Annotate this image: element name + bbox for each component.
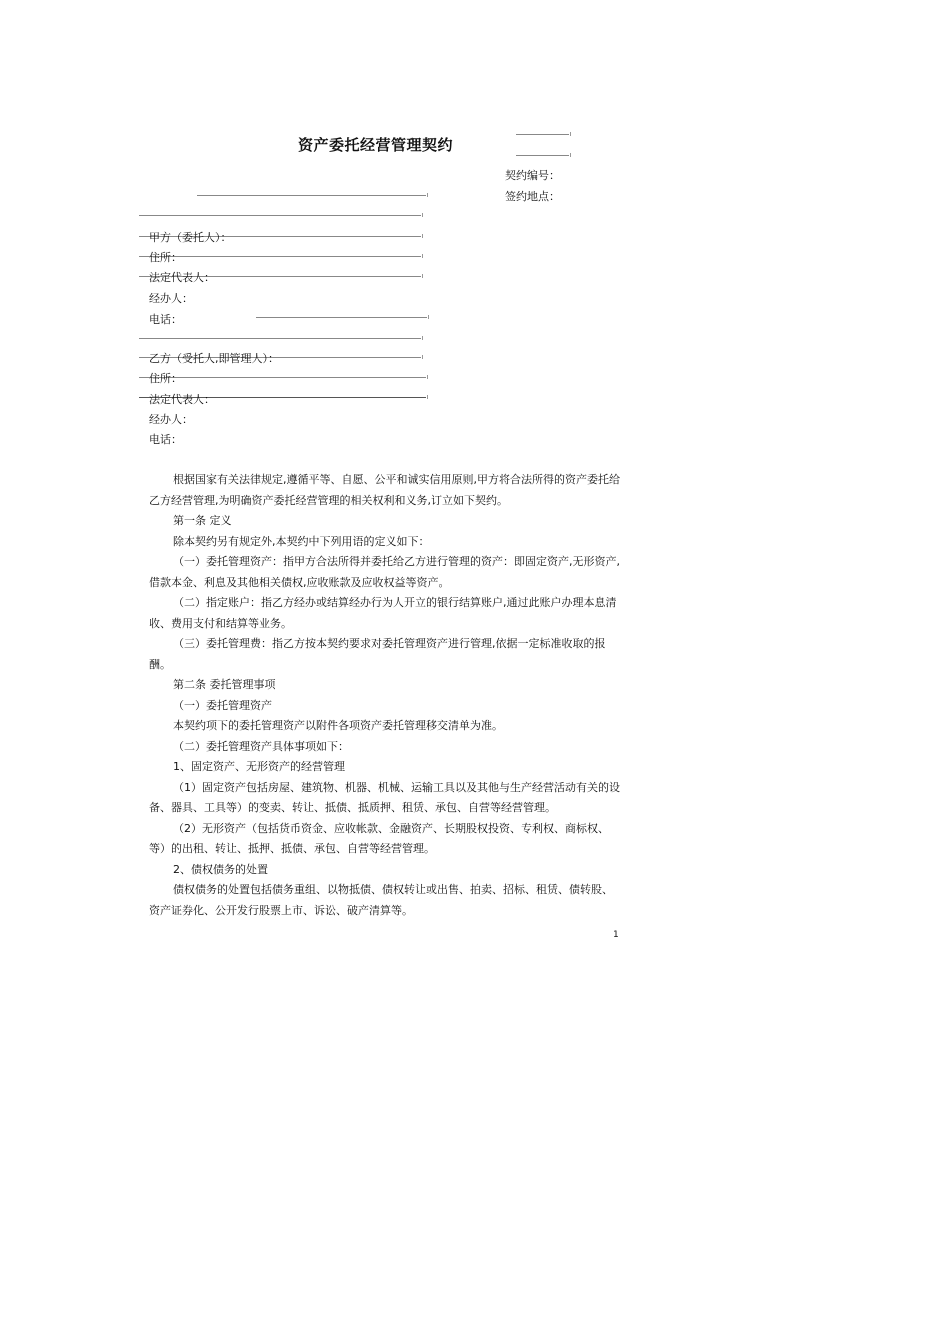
body-paragraph: 除本契约另有规定外,本契约中下列用语的定义如下： xyxy=(173,534,430,548)
party-a-agent: 经办人： xyxy=(149,292,193,305)
body-paragraph: （2）无形资产（包括货币资金、应收帐款、金融资产、长期股权投资、专利权、商标权、等）的出租、转让、抵押、抵债、承包、自营等经营管理。 xyxy=(149,821,609,855)
party-b-address: 住所： xyxy=(149,372,182,385)
blank-line-2 xyxy=(139,215,421,216)
body-paragraph: 本契约项下的委托管理资产以附件各项资产委托管理移交清单为准。 xyxy=(173,719,503,732)
blank-line-1 xyxy=(197,195,426,196)
party-b-agent: 经办人： xyxy=(149,413,193,426)
article-heading: 第二条 委托管理事项 xyxy=(173,678,276,691)
body-paragraph: 根据国家有关法律规定,遵循平等、自愿、公平和诚实信用原则,甲方将合法所得的资产委托给乙方经营管理,为明确资产委托经营管理的相关权利和义务,订立如下契约。 xyxy=(149,473,620,507)
party-b-legal-rep: 法定代表人： xyxy=(149,393,215,406)
contract-body xyxy=(149,470,623,921)
body-paragraph: （一）委托管理资产：指甲方合法所得并委托给乙方进行管理的资产：即固定资产,无形资产,借款本金、利息及其他相关债权,应收账款及应收权益等资产。 xyxy=(149,555,620,589)
body-paragraph: 1、固定资产、无形资产的经营管理 xyxy=(173,760,345,773)
body-paragraph: 债权债务的处置包括债务重组、以物抵债、债权转让或出售、拍卖、招标、租赁、债转股、资产证券化、公开发行股票上市、诉讼、破产清算等。 xyxy=(149,883,613,917)
body-paragraph: （一）委托管理资产 xyxy=(173,698,272,712)
body-paragraph: （二）委托管理资产具体事项如下： xyxy=(173,739,349,753)
article-heading: 第一条 定义 xyxy=(173,514,232,527)
party-a-legal-rep: 法定代表人： xyxy=(149,271,215,284)
party-a-heading: 甲方（委托人）： xyxy=(149,231,232,244)
contract-no-blank-top xyxy=(516,134,569,135)
sign-place-label: 签约地点： xyxy=(505,190,560,203)
contract-no-blank xyxy=(516,155,569,156)
party-b-phone: 电话： xyxy=(149,433,182,446)
body-paragraph: 2、债权债务的处置 xyxy=(173,862,268,876)
page-number: 1 xyxy=(613,930,619,940)
document-title: 资产委托经营管理契约 xyxy=(298,136,454,154)
body-paragraph: （三）委托管理费：指乙方按本契约要求对委托管理资产进行管理,依据一定标准收取的报酬。 xyxy=(149,637,606,671)
party-a-phone: 电话： xyxy=(149,313,182,326)
contract-no-label: 契约编号： xyxy=(505,169,560,182)
party-b-address-line xyxy=(139,377,426,378)
party-a-address: 住所： xyxy=(149,251,182,264)
party-b-heading: 乙方（受托人,即管理人）： xyxy=(149,352,279,365)
blank-line-3 xyxy=(139,338,421,339)
body-paragraph: （1）固定资产包括房屋、建筑物、机器、机械、运输工具以及其他与生产经营活动有关的设备、器具、工具等）的变卖、转让、抵债、抵质押、租赁、承包、自营等经营管理。 xyxy=(149,780,620,814)
body-paragraph: （二）指定账户：指乙方经办或结算经办行为人开立的银行结算账户,通过此账户办理本息清收、费用支付和结算等业务。 xyxy=(149,596,617,630)
party-a-phone-line xyxy=(256,317,427,318)
